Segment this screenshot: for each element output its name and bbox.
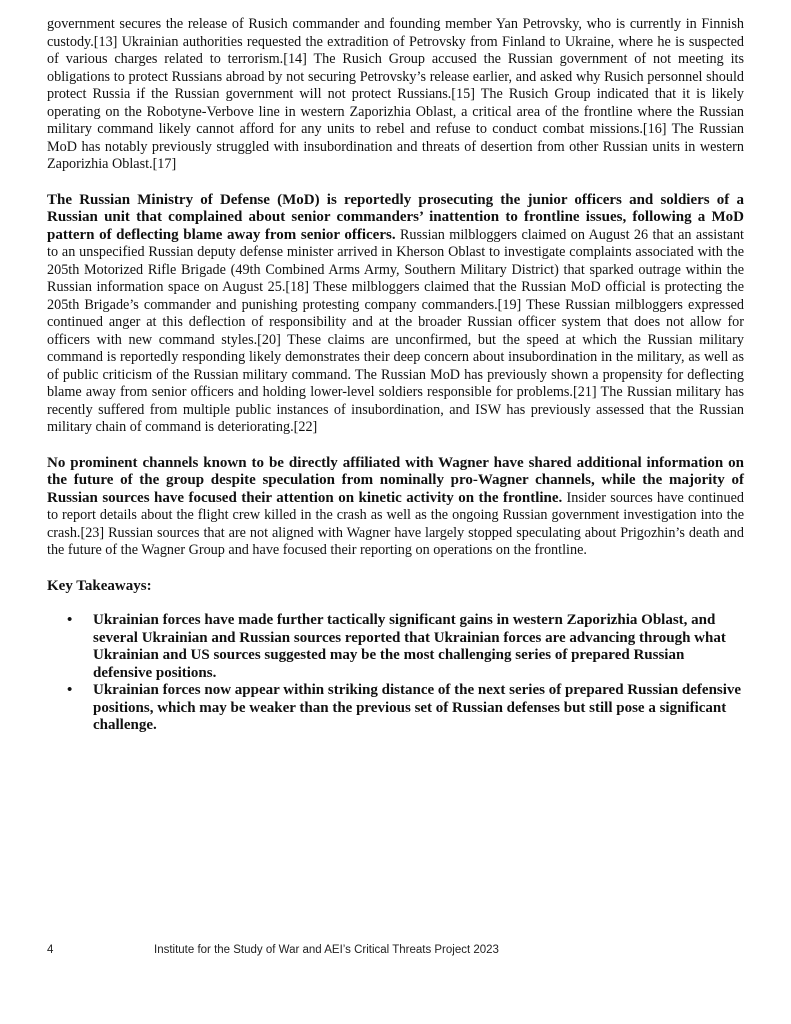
bullet-icon: • bbox=[67, 682, 73, 698]
paragraph-lead: The Russian Ministry of Defense (MoD) is reportedly prosecuting the junior officers and soldiers of a Russian unit that complained about senior commanders’ inattention to frontline issues, following a MoD pattern of deflecting blame away from senior officers. bbox=[47, 191, 744, 243]
key-takeaway-text: Ukrainian forces now appear within striking distance of the next series of prepared Russian defensive positions, which may be weaker than the previous set of Russian defenses but still pose a significant challenge. bbox=[93, 682, 742, 733]
document-page bbox=[47, 16, 744, 735]
paragraph-body: Insider sources have continued to report details about the flight crew killed in the crash as well as the ongoing Russian government investigation into the crash.[23] Russian sources that are not aligned with Wagner have largely stopped speculating about Prigozhin’s death and the future of the Wagner Group and have focused their reporting on operations on the frontline. bbox=[47, 489, 744, 558]
paragraph-body: government secures the release of Rusich commander and founding member Yan Petrovsky, who is currently in Finnish custody.[13] Ukrainian authorities requested the extradition of Petrovsky from Finland to Ukraine, where he is suspected of various charges related to terrorism.[14] The Rusich Group accused the Russian government of not meeting its obligations to protect Russians abroad by not securing Petrovsky’s release earlier, and asked why Rusich personnel should protect Russia if the Russian government will not protect Russians.[15] The Rusich Group indicated that it is likely operating on the Robotyne-Verbove line in western Zaporizhia Oblast, a critical area of the frontline where the Russian military command likely cannot afford for any units to rebel and refuse to conduct combat missions.[16] The Russian MoD has notably previously struggled with insubordination and threats of desertion from other Russian units in western Zaporizhia Oblast.[17] bbox=[47, 16, 744, 172]
paragraph-gap bbox=[47, 437, 744, 455]
key-takeaways-heading: Key Takeaways: bbox=[47, 577, 152, 594]
paragraph-mod-prosecution bbox=[47, 192, 744, 437]
key-takeaway-item bbox=[67, 612, 744, 682]
paragraph-lead: No prominent channels known to be directly affiliated with Wagner have shared additional information on the future of the group despite speculation from nominally pro-Wagner channels, while the majority of Russian sources have focused their attention on kinetic activity on the frontline. bbox=[47, 454, 744, 506]
bullet-icon: • bbox=[67, 612, 73, 628]
paragraph-wagner-channels bbox=[47, 455, 744, 560]
footer-text: Institute for the Study of War and AEI’s Critical Threats Project 2023 bbox=[154, 944, 499, 956]
key-takeaways-list bbox=[47, 612, 744, 735]
key-takeaway-text: Ukrainian forces have made further tactically significant gains in western Zaporizhia Oblast, and several Ukrainian and Russian sources reported that Ukrainian forces are advancing through what Ukrainian and US sources suggested may be the most challenging series of prepared Russian defensive positions. bbox=[93, 612, 726, 681]
paragraph-gap bbox=[47, 174, 744, 192]
paragraph-rusich bbox=[47, 16, 744, 174]
paragraph-gap bbox=[47, 560, 744, 578]
paragraph-body: Russian milbloggers claimed on August 26 that an assistant to an unspecified Russian deputy defense minister arrived in Kherson Oblast to investigate complaints associated with the 205th Motorized Rifle Brigade (49th Combined Arms Army, Southern Military District) that sparked outrage within the Russian information space on August 25.[18] These milbloggers claimed that the Russian MoD official is protecting the 205th Brigade’s commander and punishing protesting company commanders.[19] These Russian milbloggers expressed continued anger at this deflection of responsibility and at the broader Russian officer system that does not allow for officers with new command styles.[20] These claims are unconfirmed, but the speed at which the Russian military command is reportedly responding likely demonstrates their deep concern about insubordination in the military, as well as of public criticism of the Russian military command. The Russian MoD has previously shown a propensity for deflecting blame away from senior officers and holding lower-level soldiers responsible for problems.[21] The Russian military has recently suffered from multiple public instances of insubordination, and ISW has previously assessed that the Russian military chain of command is deteriorating.[22] bbox=[47, 226, 744, 435]
key-takeaway-item bbox=[67, 682, 744, 735]
page-number: 4 bbox=[47, 944, 54, 956]
